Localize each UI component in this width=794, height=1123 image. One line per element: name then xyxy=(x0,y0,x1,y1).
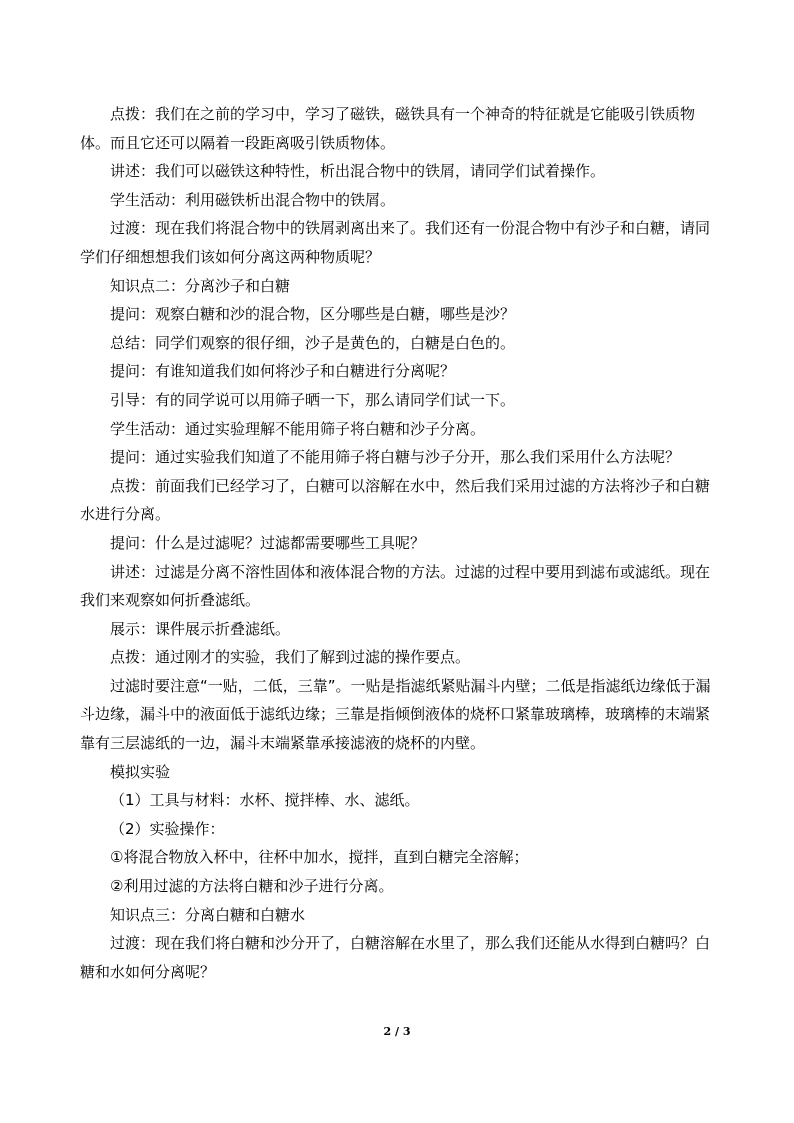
paragraph: 提问：通过实验我们知道了不能用筛子将白糖与沙子分开，那么我们采用什么方法呢？ xyxy=(110,448,681,467)
list-item: （2）实验操作： xyxy=(110,819,225,838)
paragraph: 展示：课件展示折叠滤纸。 xyxy=(110,619,291,638)
list-item: （1）工具与材料：水杯、搅拌棒、水、滤纸。 xyxy=(110,791,420,810)
paragraph: 模拟实验 xyxy=(110,762,171,781)
list-item: ①将混合物放入杯中，往杯中加水，搅拌，直到白糖完全溶解； xyxy=(110,848,529,867)
section-heading: 知识点二：分离沙子和白糖 xyxy=(110,276,291,295)
page-number: 2 / 3 xyxy=(383,1025,411,1038)
paragraph: 过滤时要注意“一贴，二低，三靠”。一贴是指滤纸紧贴漏斗内壁；二低是指滤纸边缘低于漏斗边缘，漏斗中的液面低于滤纸边缘；三靠是指倾倒液体的烧杯口紧靠玻璃棒，玻璃棒的末端紧靠有三层滤纸的一边，漏斗末端紧靠承接滤液的烧杯的内壁。 xyxy=(80,676,711,753)
paragraph: 引导：有的同学说可以用筛子晒一下，那么请同学们试一下。 xyxy=(110,390,516,409)
paragraph: 讲述：我们可以磁铁这种特性，析出混合物中的铁屑，请同学们试着操作。 xyxy=(110,162,606,181)
paragraph: 过渡：现在我们将白糖和沙分开了，白糖溶解在水里了，那么我们还能从水得到白糖吗？白糖和水如何分离呢？ xyxy=(80,934,711,981)
paragraph: 提问：观察白糖和沙的混合物，区分哪些是白糖，哪些是沙？ xyxy=(110,305,516,324)
list-item: ②利用过滤的方法将白糖和沙子进行分离。 xyxy=(110,877,394,896)
paragraph: 过渡：现在我们将混合物中的铁屑剥离出来了。我们还有一份混合物中有沙子和白糖，请同学们仔细想想我们该如何分离这两种物质呢？ xyxy=(80,219,711,266)
paragraph: 总结：同学们观察的很仔细，沙子是黄色的，白糖是白色的。 xyxy=(110,333,516,352)
paragraph: 点拨：通过刚才的实验，我们了解到过滤的操作要点。 xyxy=(110,648,471,667)
section-heading: 知识点三：分离白糖和白糖水 xyxy=(110,905,306,924)
paragraph: 提问：有谁知道我们如何将沙子和白糖进行分离呢？ xyxy=(110,362,456,381)
paragraph: 学生活动：利用磁铁析出混合物中的铁屑。 xyxy=(110,190,396,209)
paragraph: 学生活动：通过实验理解不能用筛子将白糖和沙子分离。 xyxy=(110,419,486,438)
paragraph: 讲述：过滤是分离不溶性固体和液体混合物的方法。过滤的过程中要用到滤布或滤纸。现在我们来观察如何折叠滤纸。 xyxy=(80,562,711,610)
paragraph: 提问：什么是过滤呢？过滤都需要哪些工具呢？ xyxy=(110,533,426,552)
document-body xyxy=(80,100,720,986)
paragraph: 点拨：我们在之前的学习中，学习了磁铁，磁铁具有一个神奇的特征就是它能吸引铁质物体。而且它还可以隔着一段距离吸引铁质物体。 xyxy=(80,105,696,152)
paragraph: 点拨：前面我们已经学习了，白糖可以溶解在水中，然后我们采用过滤的方法将沙子和白糖水进行分离。 xyxy=(80,476,711,524)
